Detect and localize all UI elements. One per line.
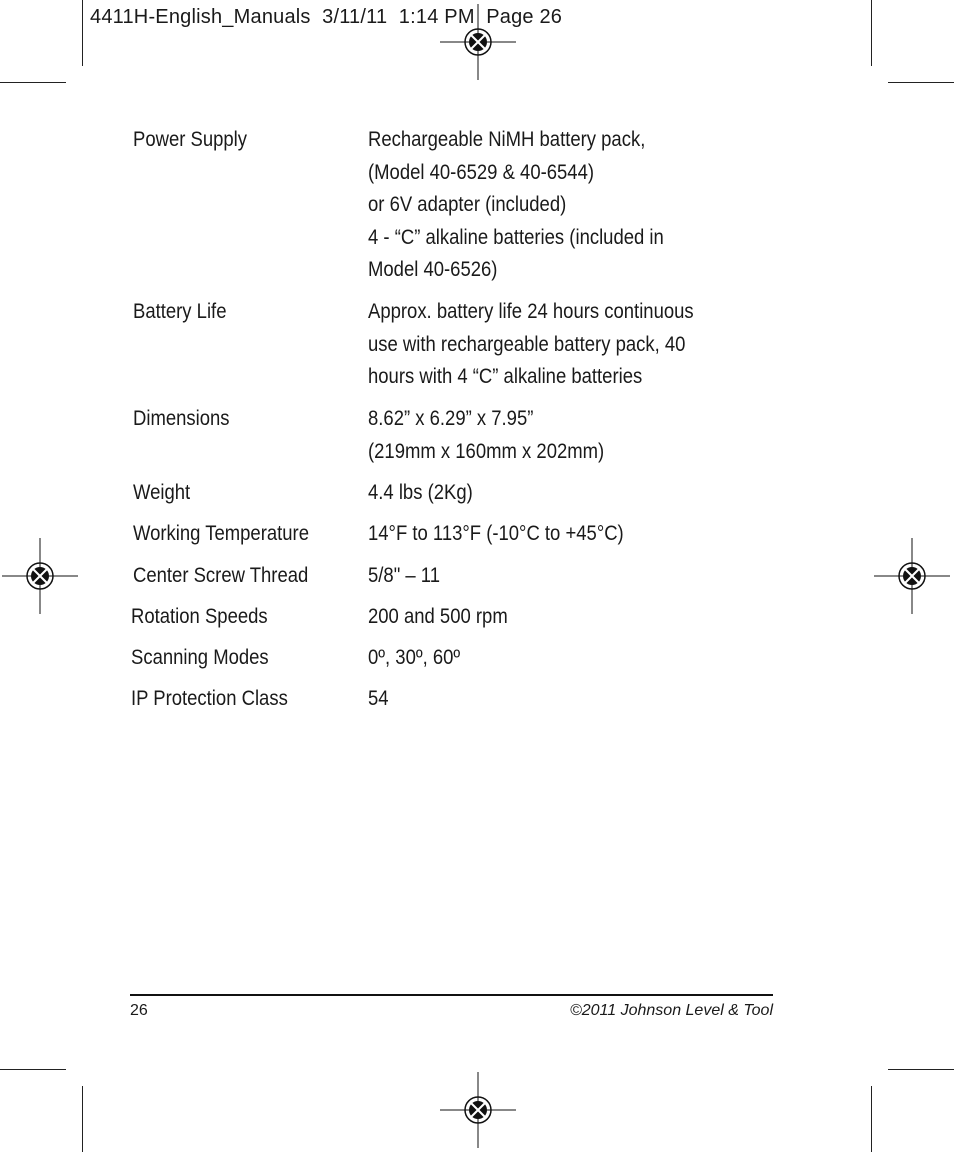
spec-label: Working Temperature (133, 522, 309, 545)
spec-value-line: Approx. battery life 24 hours continuous (368, 300, 694, 323)
crop-mark-bottom-right-v (871, 1086, 872, 1152)
crop-mark-top-left-v (82, 0, 83, 66)
footer-rule (130, 994, 773, 996)
crop-mark-top-right-v (871, 0, 872, 66)
spec-value-line: Model 40-6526) (368, 258, 498, 281)
spec-label: Weight (133, 481, 191, 504)
spec-label: Power Supply (133, 128, 248, 151)
crop-mark-top-left-h (0, 82, 66, 83)
spec-value-line: (219mm x 160mm x 202mm) (368, 439, 605, 463)
spec-value-line: 0º, 30º, 60º (368, 646, 461, 669)
spec-value (368, 642, 746, 675)
spec-label: Scanning Modes (131, 646, 269, 669)
slug-line: 4411H-English_Manuals 3/11/11 1:14 PM Page 26 (90, 6, 563, 28)
spec-value-line: 14°F to 113°F (-10°C to +45°C) (368, 522, 624, 545)
spec-value (368, 403, 746, 468)
spec-value-line: Rechargeable NiMH battery pack, (368, 128, 646, 151)
spec-label: Center Screw Thread (133, 564, 309, 587)
crop-mark-bottom-left-h (0, 1069, 66, 1070)
crop-mark-bottom-left-v (82, 1086, 83, 1152)
spec-label: Dimensions (133, 407, 230, 430)
registration-mark-left-icon (2, 538, 78, 614)
spec-value-line: (Model 40-6529 & 40-6544) (368, 160, 595, 184)
spec-value-line: use with rechargeable battery pack, 40 (368, 332, 686, 356)
registration-mark-bottom-icon (440, 1072, 516, 1148)
spec-value (368, 560, 746, 593)
spec-value (368, 296, 746, 394)
spec-label: IP Protection Class (131, 687, 288, 710)
spec-value (368, 124, 746, 287)
registration-mark-top-icon (440, 4, 516, 80)
spec-label: Rotation Speeds (131, 605, 268, 628)
spec-value (368, 518, 746, 551)
crop-mark-top-right-h (888, 82, 954, 83)
registration-mark-right-icon (874, 538, 950, 614)
spec-value-line: 200 and 500 rpm (368, 605, 508, 628)
spec-value-line: hours with 4 “C” alkaline batteries (368, 365, 643, 388)
spec-value (368, 477, 746, 510)
spec-value (368, 601, 746, 634)
spec-value-line: 8.62” x 6.29” x 7.95” (368, 407, 534, 430)
spec-value (368, 683, 746, 716)
spec-value-line: 4.4 lbs (2Kg) (368, 481, 473, 504)
spec-value-line: 5/8" – 11 (368, 564, 440, 587)
spec-value-line: 4 - “C” alkaline batteries (included in (368, 225, 664, 249)
spec-label: Battery Life (133, 300, 227, 323)
copyright-notice: ©2011 Johnson Level & Tool (569, 1002, 773, 1019)
spec-value-line: 54 (368, 687, 389, 710)
page-number: 26 (130, 1002, 148, 1019)
spec-value-line: or 6V adapter (included) (368, 193, 567, 216)
crop-mark-bottom-right-h (888, 1069, 954, 1070)
